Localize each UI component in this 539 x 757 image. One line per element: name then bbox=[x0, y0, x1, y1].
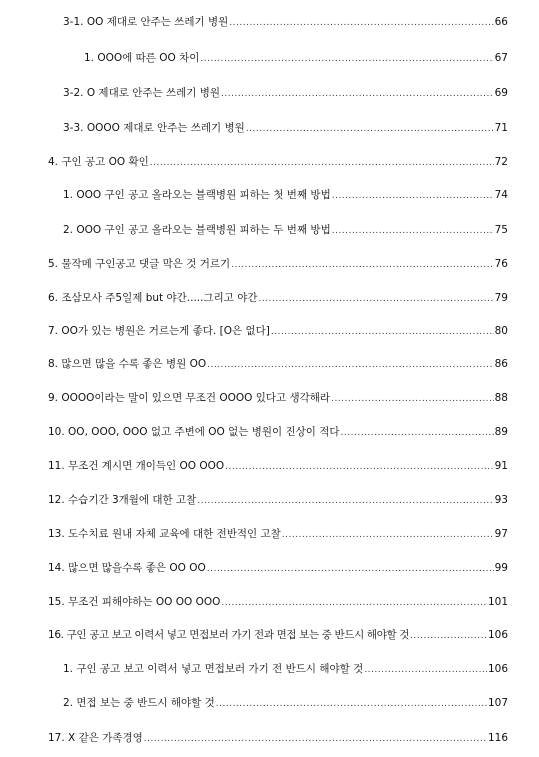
dot-leader bbox=[331, 393, 494, 405]
toc-entry-3-3[interactable] bbox=[63, 117, 508, 135]
toc-entry-page: 99 bbox=[494, 562, 508, 574]
toc-entry-11[interactable] bbox=[48, 455, 508, 473]
toc-entry-page: 75 bbox=[494, 224, 508, 236]
toc-entry-title: 6. 조삼모사 주5일제 but 야간.....그리고 야간 bbox=[48, 292, 258, 304]
toc-entry-page: 76 bbox=[494, 258, 508, 270]
dot-leader bbox=[216, 698, 487, 710]
toc-entry-page: 91 bbox=[494, 460, 508, 472]
toc-entry-page: 97 bbox=[494, 528, 508, 540]
dot-leader bbox=[246, 123, 494, 135]
dot-leader bbox=[410, 630, 487, 642]
toc-entry-title: 2. 면접 보는 중 반드시 해야할 것 bbox=[63, 697, 215, 709]
toc-entry-page: 79 bbox=[494, 292, 508, 304]
toc-entry-page: 107 bbox=[487, 697, 508, 709]
toc-entry-13[interactable] bbox=[48, 523, 508, 541]
toc-entry-page: 106 bbox=[487, 629, 508, 641]
toc-entry-title: 1. OOO 구인 공고 올라오는 블랙병원 피하는 첫 번째 방법 bbox=[63, 189, 331, 201]
toc-entry-title: 1. 구인 공고 보고 이력서 넣고 면접보러 가기 전 반드시 해야할 것 bbox=[63, 663, 364, 675]
toc-entry-3-1-1[interactable] bbox=[84, 47, 508, 65]
toc-entry-9[interactable] bbox=[48, 387, 508, 405]
dot-leader bbox=[259, 293, 494, 305]
toc-entry-4-2[interactable] bbox=[63, 219, 508, 237]
dot-leader bbox=[144, 733, 487, 745]
dot-leader bbox=[150, 157, 494, 169]
toc-entry-3-1[interactable] bbox=[63, 11, 508, 29]
toc-entry-title: 4. 구인 공고 OO 확인 bbox=[48, 156, 149, 168]
toc-entry-15[interactable] bbox=[48, 591, 508, 609]
toc-entry-6[interactable] bbox=[48, 287, 508, 305]
toc-entry-page: 80 bbox=[494, 325, 508, 337]
dot-leader bbox=[225, 461, 493, 473]
dot-leader bbox=[271, 326, 494, 338]
dot-leader bbox=[229, 17, 493, 29]
toc-entry-page: 86 bbox=[494, 358, 508, 370]
toc-entry-14[interactable] bbox=[48, 557, 508, 575]
toc-entry-5[interactable] bbox=[48, 253, 508, 271]
toc-entry-8[interactable] bbox=[48, 353, 508, 371]
toc-entry-title: 2. OOO 구인 공고 올라오는 블랙병원 피하는 두 번째 방법 bbox=[63, 224, 331, 236]
toc-entry-page: 106 bbox=[487, 663, 508, 675]
dot-leader bbox=[197, 495, 493, 507]
toc-entry-3-2[interactable] bbox=[63, 82, 508, 100]
toc-entry-title: 10. OO, OOO, OOO 없고 주변에 OO 없는 병원이 진상이 적다 bbox=[48, 426, 340, 438]
dot-leader bbox=[282, 529, 494, 541]
toc-entry-title: 7. OO가 있는 병원은 거르는게 좋다. [O은 없다] bbox=[48, 325, 270, 337]
toc-entry-title: 5. 물작메 구인공고 댓글 막은 것 거르기 bbox=[48, 258, 231, 270]
toc-entry-16[interactable] bbox=[48, 624, 508, 642]
dot-leader bbox=[221, 597, 487, 609]
toc-entry-page: 89 bbox=[494, 426, 508, 438]
toc-entry-4-1[interactable] bbox=[63, 184, 508, 202]
dot-leader bbox=[207, 359, 493, 371]
toc-entry-title: 17. X 같은 가족경영 bbox=[48, 732, 143, 744]
dot-leader bbox=[207, 563, 494, 575]
dot-leader bbox=[200, 53, 493, 65]
toc-entry-title: 1. OOO에 따른 OO 차이 bbox=[84, 52, 200, 64]
toc-entry-12[interactable] bbox=[48, 489, 508, 507]
dot-leader bbox=[231, 259, 493, 271]
toc-entry-page: 66 bbox=[494, 16, 508, 28]
toc-entry-page: 101 bbox=[487, 596, 508, 608]
toc-entry-page: 69 bbox=[494, 87, 508, 99]
toc-entry-page: 116 bbox=[487, 732, 508, 744]
toc-entry-page: 93 bbox=[494, 494, 508, 506]
toc-entry-title: 11. 무조건 계시면 개이득인 OO OOO bbox=[48, 460, 225, 472]
dot-leader bbox=[341, 427, 494, 439]
toc-entry-page: 71 bbox=[494, 122, 508, 134]
toc-entry-17[interactable] bbox=[48, 727, 508, 745]
toc-entry-title: 13. 도수치료 원내 자체 교육에 대한 전반적인 고찰 bbox=[48, 528, 281, 540]
toc-entry-title: 16. 구인 공고 보고 이력서 넣고 면접보러 가기 전과 면접 보는 중 반드시 해야할 것 bbox=[48, 629, 410, 641]
toc-entry-page: 88 bbox=[494, 392, 508, 404]
toc-entry-title: 12. 수습기간 3개월에 대한 고찰 bbox=[48, 494, 197, 506]
toc-entry-page: 67 bbox=[494, 52, 508, 64]
toc-entry-title: 9. OOOO이라는 말이 있으면 무조건 OOOO 있다고 생각해라 bbox=[48, 392, 331, 404]
dot-leader bbox=[221, 88, 494, 100]
toc-entry-title: 3-2. O 제대로 안주는 쓰레기 병원 bbox=[63, 87, 221, 99]
toc-entry-4[interactable] bbox=[48, 151, 508, 169]
toc-entry-title: 14. 많으면 많을수록 좋은 OO OO bbox=[48, 562, 206, 574]
toc-entry-title: 15. 무조건 피해야하는 OO OO OOO bbox=[48, 596, 221, 608]
toc-entry-page: 74 bbox=[494, 189, 508, 201]
toc-entry-16-2[interactable] bbox=[63, 692, 508, 710]
toc-entry-7[interactable] bbox=[48, 320, 508, 338]
dot-leader bbox=[332, 225, 494, 237]
dot-leader bbox=[364, 664, 487, 676]
toc-entry-title: 8. 많으면 많을 수록 좋은 병원 OO bbox=[48, 358, 207, 370]
toc-entry-title: 3-3. OOOO 제대로 안주는 쓰레기 병원 bbox=[63, 122, 245, 134]
dot-leader bbox=[332, 190, 494, 202]
toc-entry-page: 72 bbox=[494, 156, 508, 168]
toc-entry-title: 3-1. OO 제대로 안주는 쓰레기 병원 bbox=[63, 16, 229, 28]
toc-entry-10[interactable] bbox=[48, 421, 508, 439]
toc-entry-16-1[interactable] bbox=[63, 658, 508, 676]
